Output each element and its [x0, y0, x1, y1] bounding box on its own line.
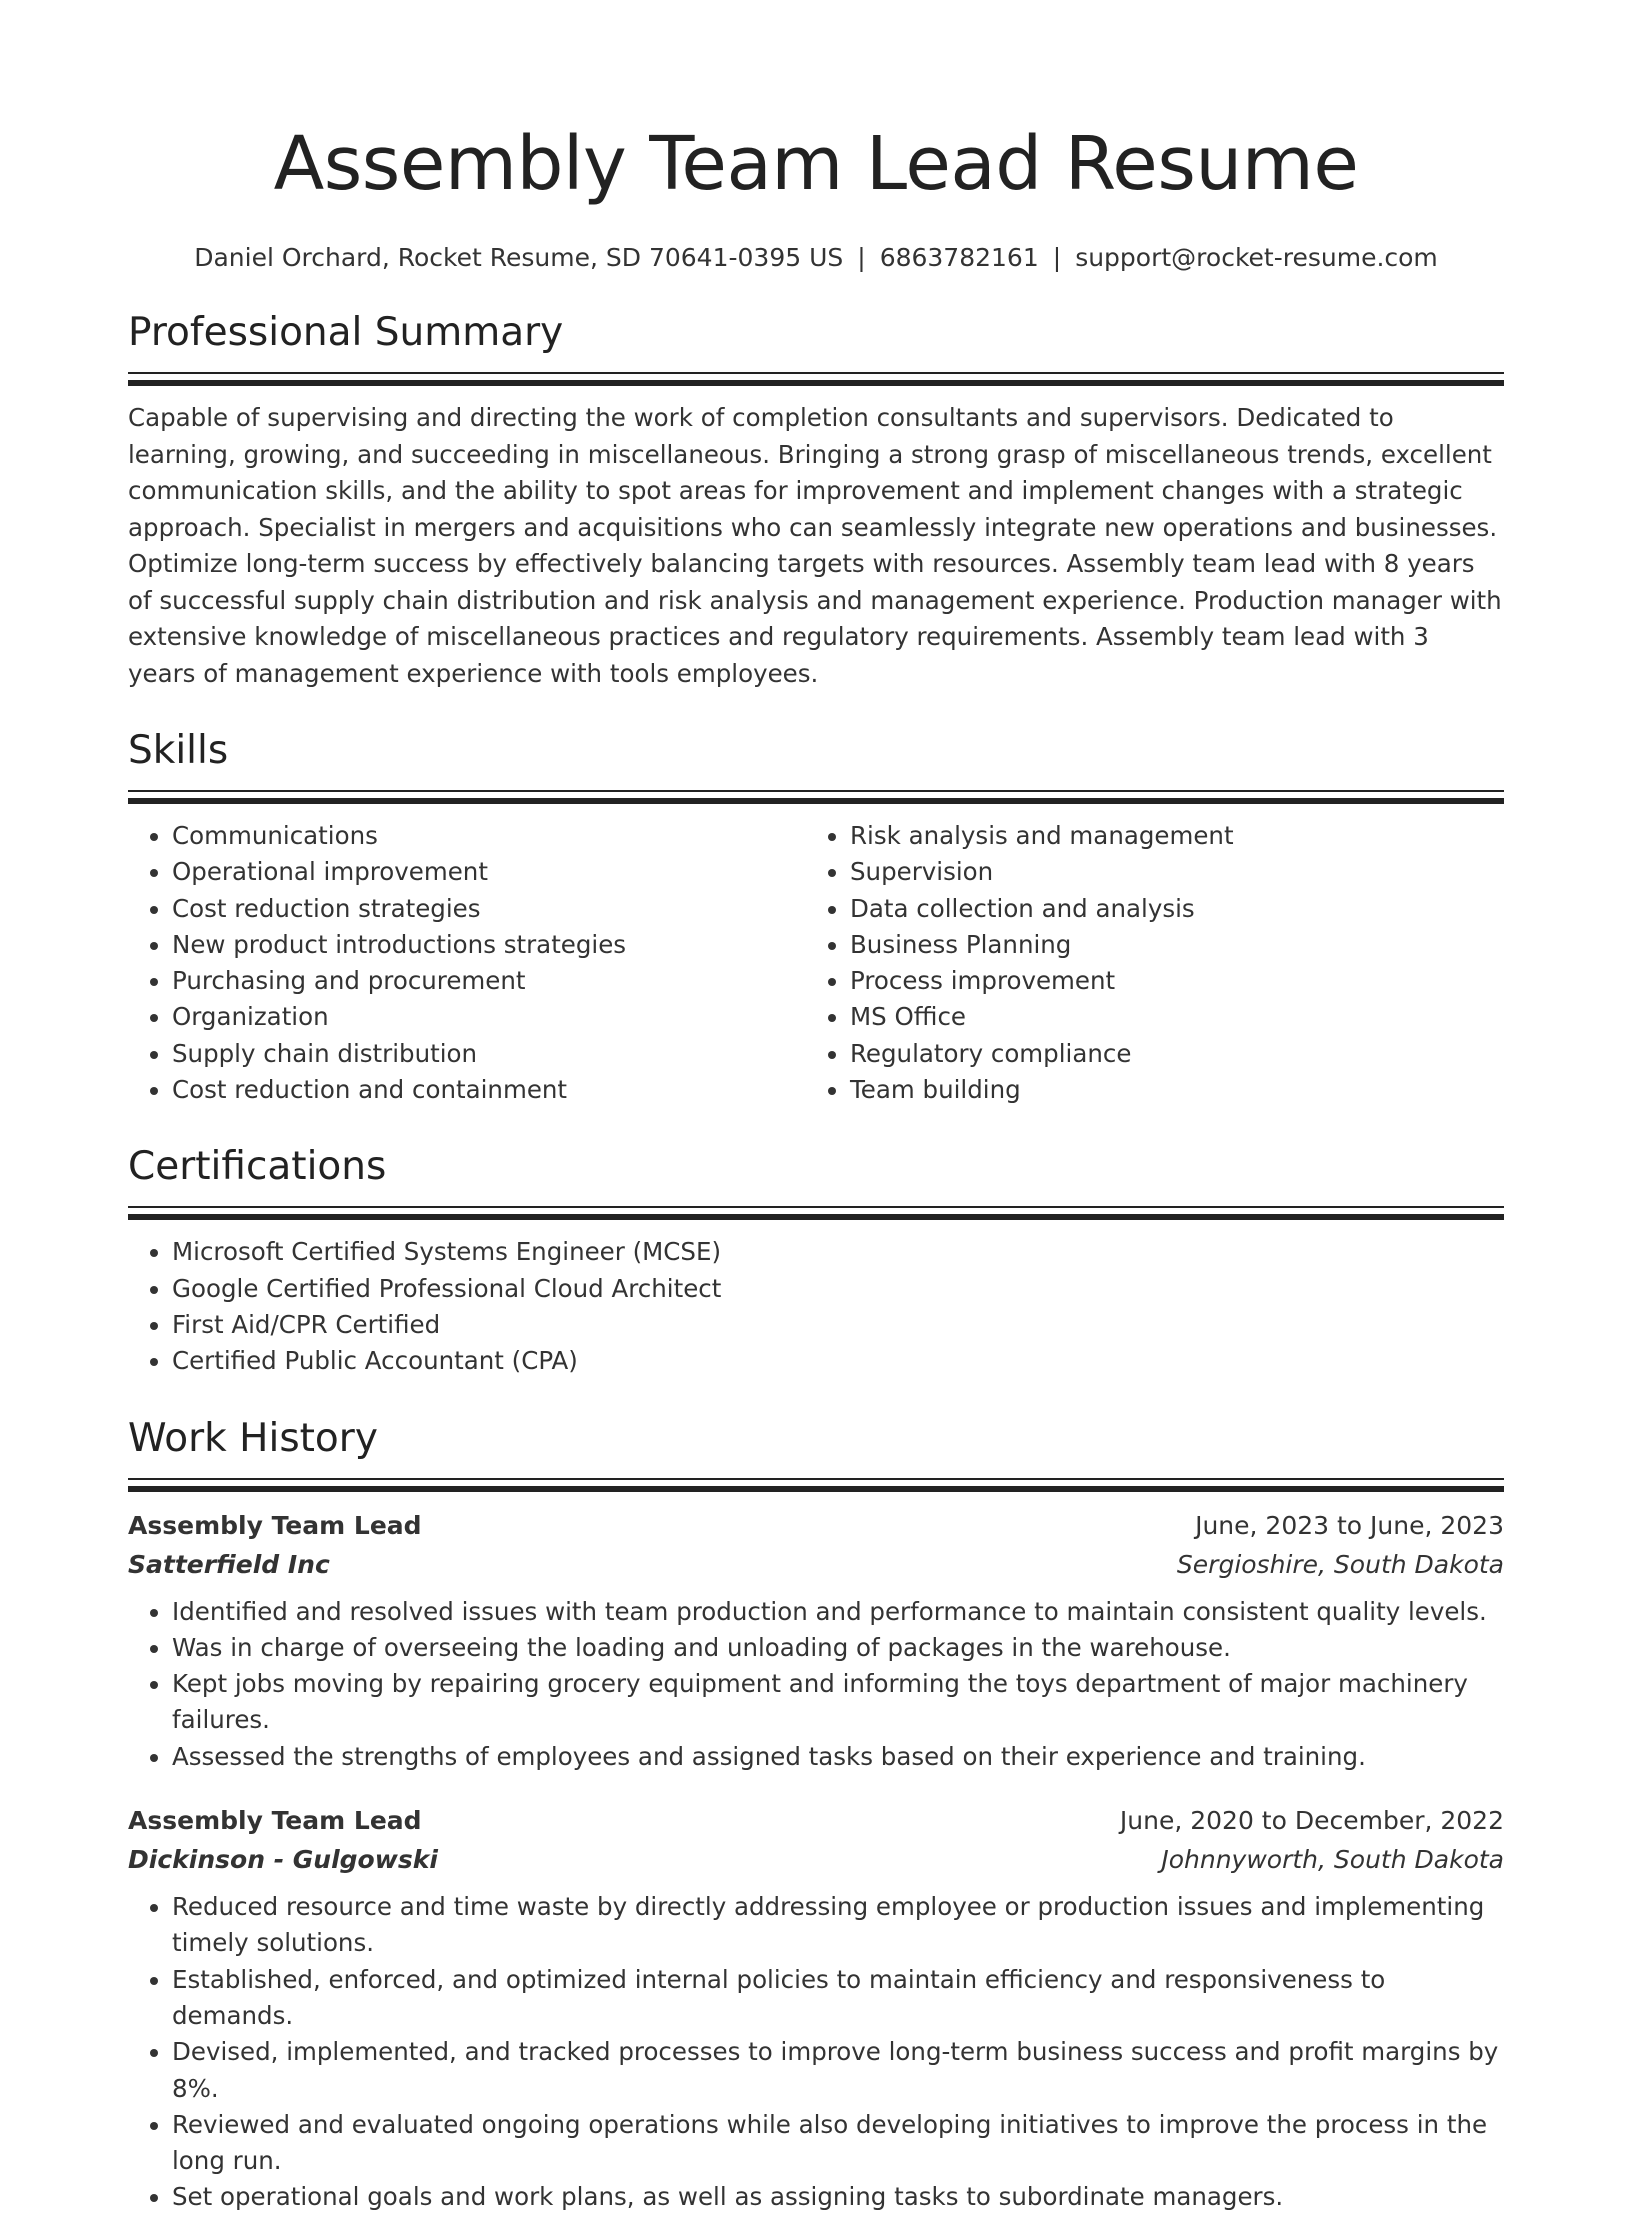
certifications-heading: Certifications [128, 1144, 387, 1190]
certifications-list [128, 1234, 1504, 1379]
job-duty: • Assessed the strengths of employees and assigned tasks based on their experience and training. [172, 1739, 1504, 1775]
contact-email: support@rocket-resume.com [1075, 243, 1438, 272]
skill-item: • Organization [172, 999, 806, 1035]
job-entry [128, 1506, 1504, 1775]
skill-item: • Operational improvement [172, 854, 806, 890]
certification-item: • Microsoft Certified Systems Engineer (MCSE) [172, 1234, 1504, 1270]
skill-item: • Communications [172, 818, 806, 854]
summary-heading: Professional Summary [128, 310, 564, 355]
work-history-heading: Work History [128, 1415, 378, 1461]
contact-line [128, 242, 1504, 274]
contact-separator: | [857, 243, 866, 272]
job-company: Satterfield Inc [128, 1549, 330, 1579]
job-duty: • Kept jobs moving by repairing grocery equipment and informing the toys department of major machinery failures. [172, 1666, 1504, 1739]
job-company: Dickinson - Gulgowski [128, 1845, 438, 1875]
job-duty: • Devised, implemented, and tracked processes to improve long-term business success and profit margins by 8%. [172, 2034, 1504, 2107]
skill-item: • MS Office [850, 999, 1526, 1035]
summary-section-header [128, 308, 1504, 386]
skills-columns [128, 818, 1504, 1108]
skills-list-right [806, 818, 1526, 1108]
certification-item: • First Aid/CPR Certified [172, 1307, 1504, 1343]
job-duty: • Was in charge of overseeing the loading and unloading of packages in the warehouse. [172, 1630, 1504, 1666]
job-location: Johnnyworth, South Dakota [1161, 1845, 1504, 1875]
job-title: Assembly Team Lead [128, 1806, 422, 1836]
contact-address: Daniel Orchard, Rocket Resume, SD 70641-0395 US [194, 243, 844, 272]
section-divider [128, 1478, 1504, 1492]
summary-text: Capable of supervising and directing the work of completion consultants and supervisors. Dedicated to learning, growing, and succeeding in miscellaneous. Bringing a strong grasp of miscellaneous trends, excellent communication skills, and the ability to spot areas for improvement and implement changes with a strategic approach. Specialist in mergers and acquisitions who can seamlessly integrate new operations and businesses. Optimize long-term success by effectively balancing targets with resources. Assembly team lead with 8 years of successful supply chain distribution and risk analysis and management experience. Production manager with extensive knowledge of miscellaneous practices and regulatory requirements. Assembly team lead with 3 years of management experience with tools employees. [128, 403, 1502, 688]
job-dates: June, 2023 to June, 2023 [1195, 1510, 1504, 1540]
certification-item: • Certified Public Accountant (CPA) [172, 1343, 1504, 1379]
section-divider [128, 790, 1504, 804]
job-duty: • Reduced resource and time waste by directly addressing employee or production issues and implementing timely solutions. [172, 1889, 1504, 1962]
contact-phone: 6863782161 [879, 243, 1039, 272]
certification-item: • Google Certified Professional Cloud Architect [172, 1271, 1504, 1307]
job-location: Sergioshire, South Dakota [1176, 1549, 1504, 1579]
job-duties-list [128, 1889, 1504, 2216]
skill-item: • Business Planning [850, 927, 1526, 963]
certifications-section-header [128, 1142, 1504, 1220]
skill-item: • Supply chain distribution [172, 1036, 806, 1072]
resume-title: Assembly Team Lead Resume [273, 121, 1359, 207]
section-divider [128, 1206, 1504, 1220]
resume-page [128, 0, 1504, 2216]
skill-item: • New product introductions strategies [172, 927, 806, 963]
skills-section-header [128, 726, 1504, 804]
skill-item: • Cost reduction strategies [172, 891, 806, 927]
job-duty: • Reviewed and evaluated ongoing operations while also developing initiatives to improve the process in the long run. [172, 2107, 1504, 2180]
skill-item: • Data collection and analysis [850, 891, 1526, 927]
job-duty: • Identified and resolved issues with team production and performance to maintain consistent quality levels. [172, 1594, 1504, 1630]
skill-item: • Purchasing and procurement [172, 963, 806, 999]
skill-item: • Supervision [850, 854, 1526, 890]
work-history-section-header [128, 1414, 1504, 1492]
skills-list-left [128, 818, 806, 1108]
skill-item: • Cost reduction and containment [172, 1072, 806, 1108]
contact-separator: | [1052, 243, 1062, 272]
skills-heading: Skills [128, 728, 229, 773]
skill-item: • Team building [850, 1072, 1526, 1108]
section-divider [128, 372, 1504, 386]
skill-item: • Process improvement [850, 963, 1526, 999]
job-duty: • Established, enforced, and optimized internal policies to maintain efficiency and responsiveness to demands. [172, 1962, 1504, 2035]
skill-item: • Risk analysis and management [850, 818, 1526, 854]
job-title: Assembly Team Lead [128, 1510, 422, 1540]
job-entry [128, 1801, 1504, 2216]
job-dates: June, 2020 to December, 2022 [1119, 1806, 1504, 1836]
skill-item: • Regulatory compliance [850, 1036, 1526, 1072]
job-duty: • Set operational goals and work plans, as well as assigning tasks to subordinate managers. [172, 2179, 1504, 2215]
job-duties-list [128, 1594, 1504, 1775]
